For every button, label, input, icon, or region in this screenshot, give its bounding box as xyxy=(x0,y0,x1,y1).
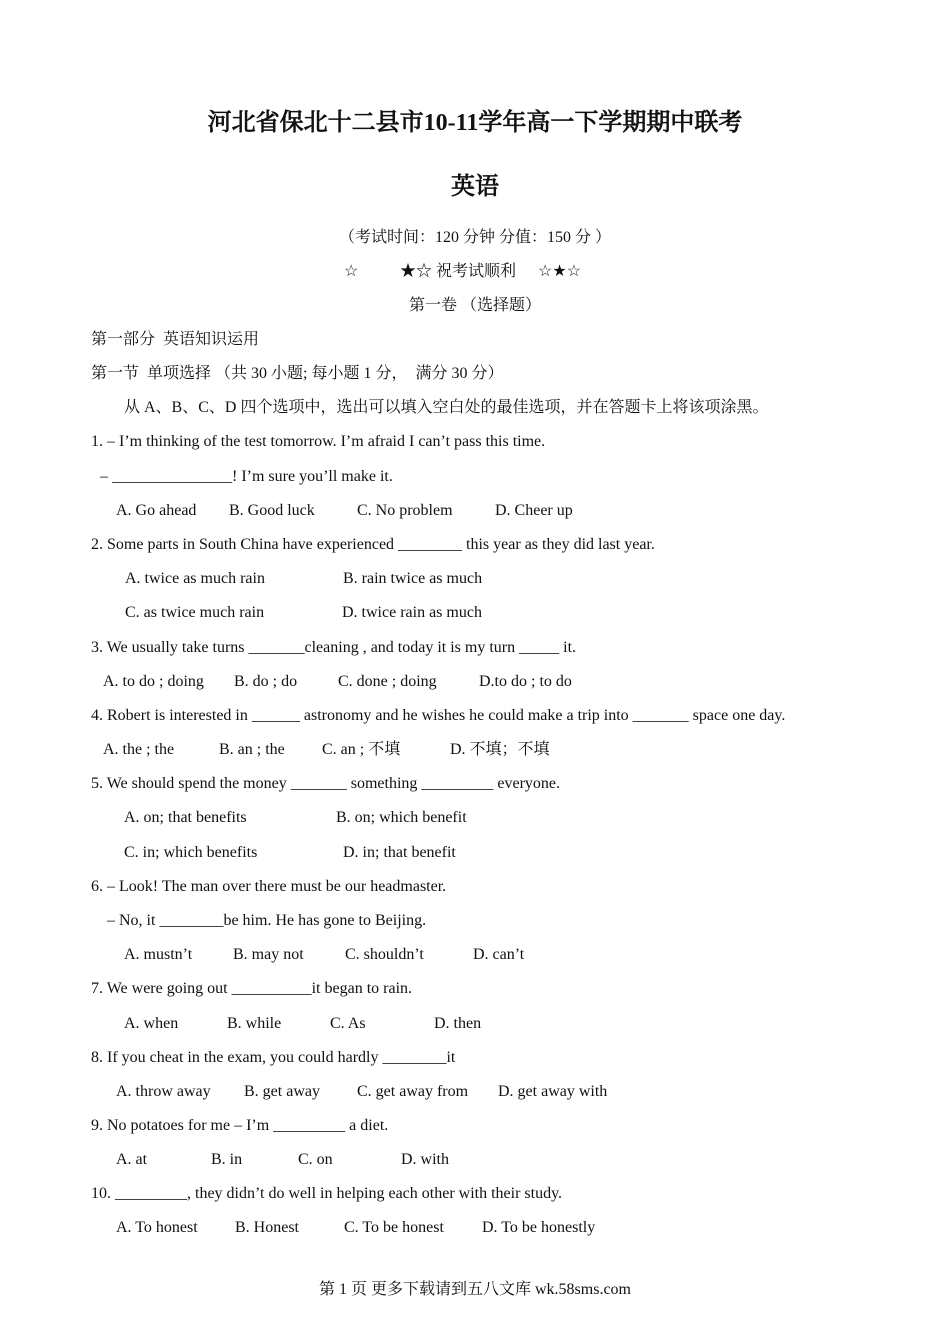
option-c: C. To be honest xyxy=(344,1219,444,1236)
option-c: C. as twice much rain xyxy=(125,604,265,621)
option-d: D. To be honestly xyxy=(482,1219,596,1236)
instruction-text: 从 A、B、C、D 四个选项中，选出可以填入空白处的最佳选项，并在答题卡上将该项涂黑。 xyxy=(124,399,769,416)
option-c: C. in; which benefits xyxy=(124,844,258,861)
wish-line xyxy=(0,262,950,282)
question-stem: 1. – I’m thinking of the test tomorrow. I’m afraid I can’t pass this time. xyxy=(91,433,546,450)
subject-title: 英语 xyxy=(451,174,499,200)
option-d: D. get away with xyxy=(498,1083,608,1100)
option-a: A. throw away xyxy=(116,1083,211,1100)
option-b: B. Good luck xyxy=(229,502,315,519)
wish-text: ★☆ 祝考试顺利 xyxy=(400,263,517,280)
option-b: B. rain twice as much xyxy=(343,570,483,587)
option-c: C. No problem xyxy=(357,502,453,519)
option-c: C. on xyxy=(298,1151,333,1168)
option-a: A. at xyxy=(116,1151,148,1168)
question-stem: 4. Robert is interested in ______ astronomy and he wishes he could make a trip into _______ space one day. xyxy=(91,707,786,724)
option-b: B. while xyxy=(227,1015,282,1032)
option-d: D.to do ; to do xyxy=(479,673,572,690)
question-stem: 3. We usually take turns _______cleaning , and today it is my turn _____ it. xyxy=(91,639,577,656)
question-stem: – No, it ________be him. He has gone to Beijing. xyxy=(107,912,427,929)
option-a: A. to do ; doing xyxy=(103,673,204,690)
volume-title: 第一卷 （选择题） xyxy=(408,297,541,314)
option-d: D. 不填；不填 xyxy=(450,741,550,758)
option-a: A. Go ahead xyxy=(116,502,197,519)
option-a: A. mustn’t xyxy=(124,946,193,963)
question-stem: 9. No potatoes for me – I’m _________ a diet. xyxy=(91,1117,389,1134)
question-stem: 10. _________, they didn’t do well in helping each other with their study. xyxy=(91,1185,563,1202)
option-c: C. an ; 不填 xyxy=(322,741,401,758)
part-heading: 第一部分 英语知识运用 xyxy=(91,331,260,348)
star-icon: ☆ xyxy=(344,263,359,280)
question-stem: 2. Some parts in South China have experienced ________ this year as they did last year. xyxy=(91,536,655,553)
option-b: B. do ; do xyxy=(234,673,298,690)
question-stem: 5. We should spend the money _______ something _________ everyone. xyxy=(91,775,561,792)
option-d: D. in; that benefit xyxy=(343,844,456,861)
option-c: C. get away from xyxy=(357,1083,469,1100)
option-b: B. on; which benefit xyxy=(336,809,467,826)
option-a: A. To honest xyxy=(116,1219,198,1236)
option-d: D. Cheer up xyxy=(495,502,573,519)
option-d: D. with xyxy=(401,1151,449,1168)
option-d: D. then xyxy=(434,1015,482,1032)
question-stem: 6. – Look! The man over there must be our headmaster. xyxy=(91,878,447,895)
exam-title: 河北省保北十二县市10-11学年高一下学期期中联考 xyxy=(207,110,743,136)
option-c: C. shouldn’t xyxy=(345,946,424,963)
option-b: B. in xyxy=(211,1151,243,1168)
section-heading: 第一节 单项选择 （共 30 小题; 每小题 1 分， 满分 30 分） xyxy=(91,365,504,382)
option-b: B. may not xyxy=(233,946,304,963)
question-stem: 8. If you cheat in the exam, you could hardly ________it xyxy=(91,1049,456,1066)
option-a: A. when xyxy=(124,1015,179,1032)
exam-info: （考试时间：120 分钟 分值：150 分 ） xyxy=(338,229,611,246)
page-footer: 第 1 页 更多下载请到五八文库 wk.58sms.com xyxy=(318,1281,631,1298)
option-b: B. get away xyxy=(244,1083,320,1100)
option-b: B. Honest xyxy=(235,1219,299,1236)
option-d: D. twice rain as much xyxy=(342,604,482,621)
star-icon: ☆★☆ xyxy=(538,263,582,280)
option-d: D. can’t xyxy=(473,946,525,963)
option-a: A. on; that benefits xyxy=(124,809,247,826)
question-stem: 7. We were going out __________it began to rain. xyxy=(91,980,413,997)
option-c: C. As xyxy=(330,1015,366,1032)
question-stem: – _______________! I’m sure you’ll make it. xyxy=(96,468,393,485)
option-a: A. the ; the xyxy=(103,741,175,758)
option-b: B. an ; the xyxy=(219,741,285,758)
option-c: C. done ; doing xyxy=(338,673,437,690)
option-a: A. twice as much rain xyxy=(125,570,265,587)
